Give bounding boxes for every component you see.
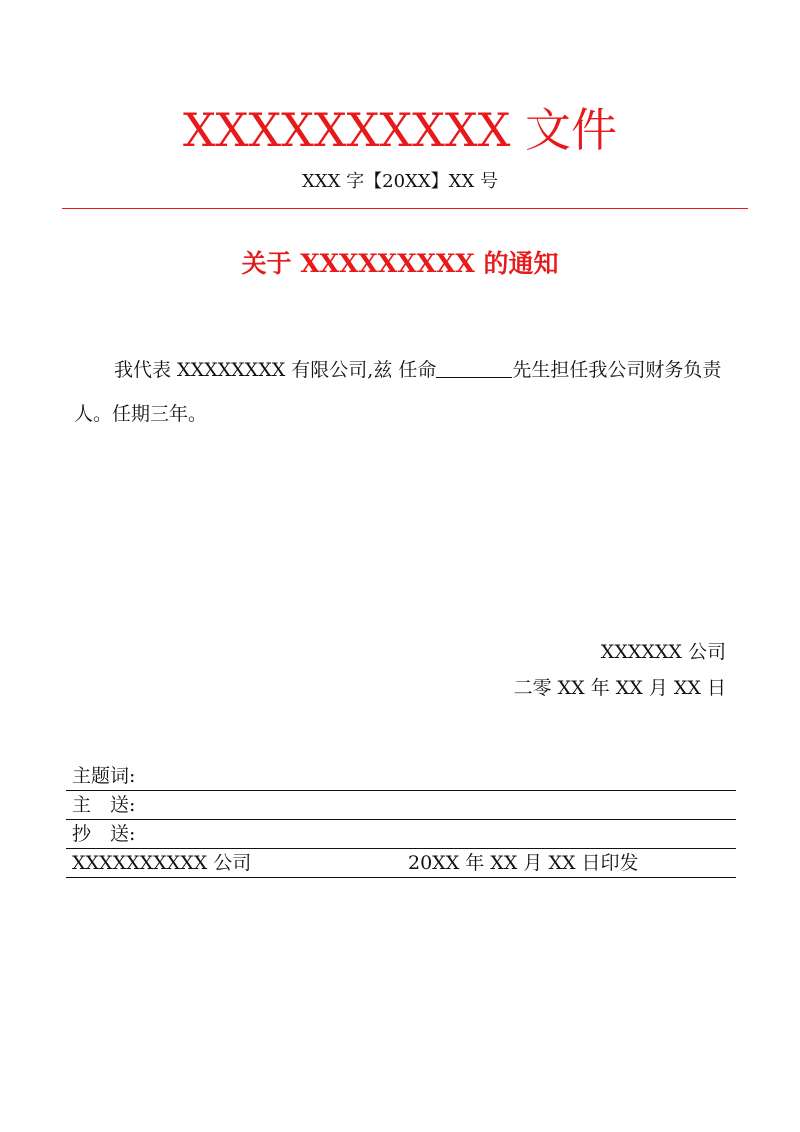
body-text-part2: 先生担任我公司财务负责人。任期三年。 xyxy=(74,359,722,425)
notice-title: 关于 XXXXXXXXX 的通知 xyxy=(241,249,559,278)
issuer-name: XXXXXXXXXX 公司 xyxy=(72,852,252,874)
body-text-part1: 我代表 XXXXXXXX 有限公司,兹 任命 xyxy=(114,359,437,381)
appointee-blank-line xyxy=(436,357,512,378)
issue-date: 20XX 年 XX 月 XX 日印发 xyxy=(408,852,639,874)
document-header-title: XXXXXXXXXX 文件 xyxy=(182,103,618,157)
cc-label: 抄 送: xyxy=(72,823,136,845)
header-red-divider xyxy=(62,208,748,209)
footer-table xyxy=(66,762,736,878)
to-label: 主 送: xyxy=(72,794,136,816)
footer-row-to xyxy=(66,791,736,820)
subject-label: 主题词: xyxy=(72,765,136,787)
signature-org: XXXXXX 公司 xyxy=(600,641,726,663)
signature-date: 二零 XX 年 XX 月 XX 日 xyxy=(513,677,726,699)
signature-block xyxy=(514,634,726,706)
footer-row-cc xyxy=(66,820,736,849)
notice-body xyxy=(74,348,726,436)
document-number: XXX 字【20XX】XX 号 xyxy=(301,171,499,192)
footer-row-subject xyxy=(66,762,736,791)
footer-row-issuer xyxy=(66,849,736,878)
